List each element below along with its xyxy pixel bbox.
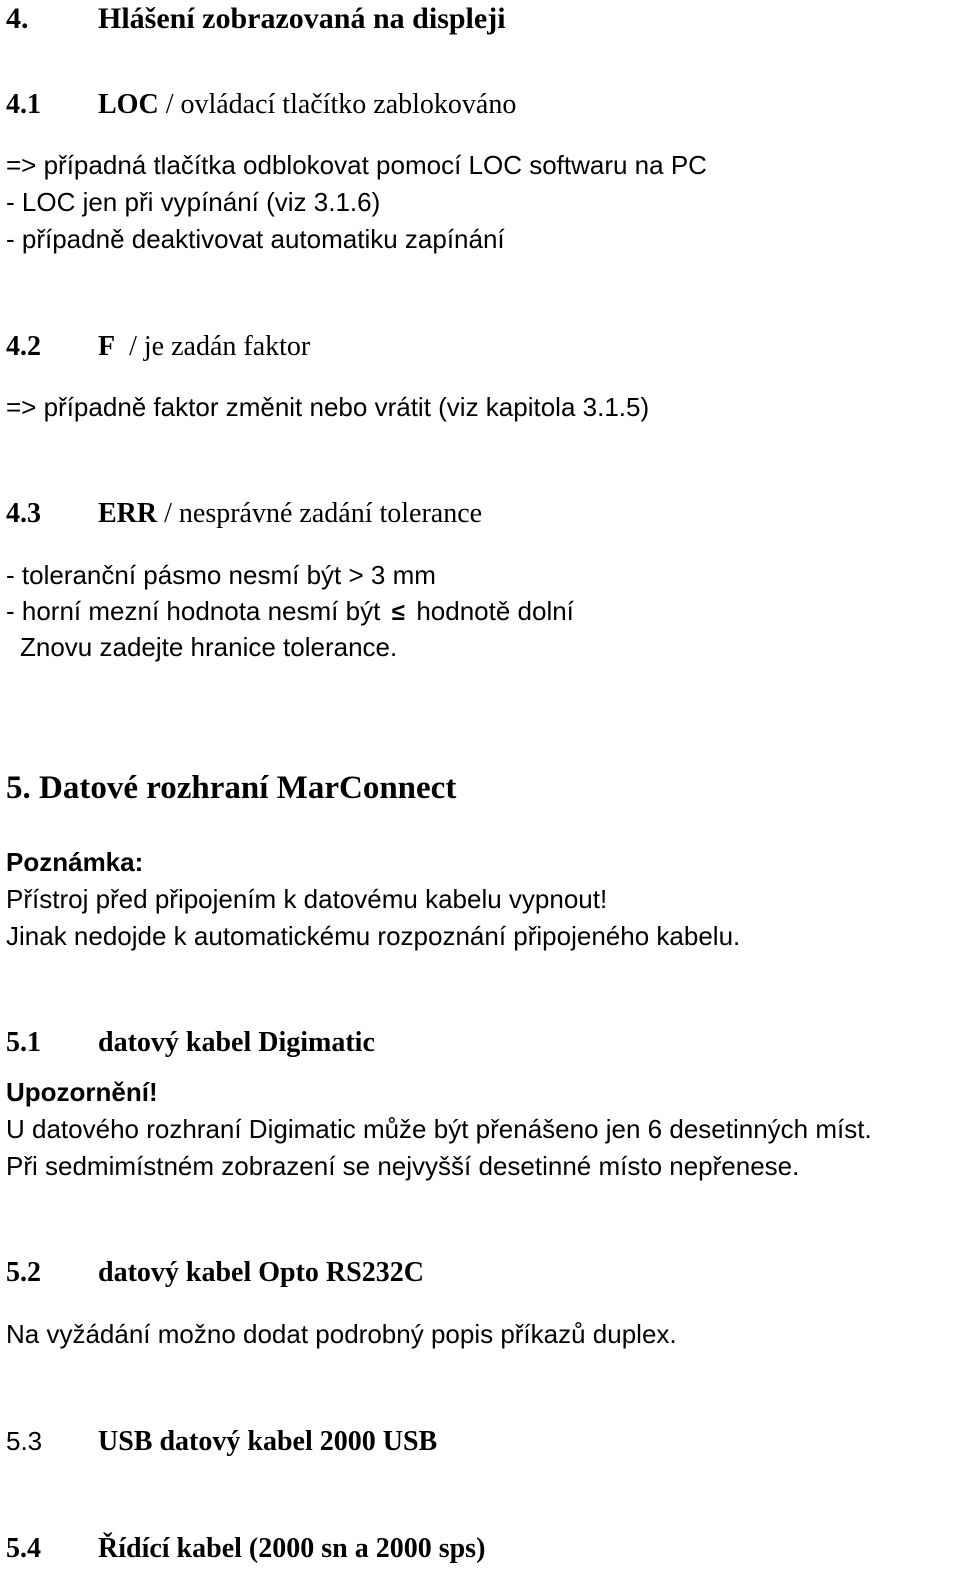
- section-4-1-line-2: - LOC jen při vypínání (viz 3.1.6): [6, 187, 381, 217]
- section-5-3-title: USB datový kabel 2000 USB: [98, 1426, 438, 1457]
- section-4-3-line-2a: - horní mezní hodnota nesmí být: [6, 596, 381, 626]
- section-5-note-line-1: Přístroj před připojením k datovému kabelu vypnout!: [6, 884, 608, 914]
- section-4-3-number: 4.3: [6, 498, 41, 529]
- section-4-heading: [6, 2, 506, 36]
- section-5-heading: 5. Datové rozhraní MarConnect: [6, 770, 457, 806]
- section-5-note-line-2: Jinak nedojde k automatickému rozpoznání připojeného kabelu.: [6, 921, 741, 951]
- section-4-2-subtitle: / je zadán faktor: [115, 331, 311, 362]
- section-5-4-heading: [6, 1532, 485, 1566]
- section-5-2-number: 5.2: [6, 1257, 41, 1288]
- section-4-1-line-3: - případně deaktivovat automatiku zapínání: [6, 224, 505, 254]
- section-4-1-number: 4.1: [6, 89, 41, 120]
- section-5-2-line-1: Na vyžádání možno dodat podrobný popis příkazů duplex.: [6, 1319, 677, 1349]
- section-5-2-title: datový kabel Opto RS232C: [98, 1257, 424, 1288]
- section-5-3-number: 5.3: [6, 1426, 43, 1456]
- section-4-2-heading: [6, 330, 310, 364]
- section-4-3-line-1: - toleranční pásmo nesmí být > 3 mm: [6, 560, 436, 590]
- section-4-3-heading: [6, 497, 482, 531]
- section-4-2-line-1: => případně faktor změnit nebo vrátit (viz kapitola 3.1.5): [6, 392, 650, 422]
- section-4-3-title: ERR: [98, 498, 158, 529]
- section-4-2-number: 4.2: [6, 331, 41, 362]
- section-5-1-warning-label: Upozornění!: [6, 1077, 158, 1107]
- section-4-number: 4.: [6, 2, 29, 35]
- section-4-1-heading: [6, 88, 516, 122]
- section-5-3-heading: [6, 1424, 437, 1459]
- section-4-2-title: F: [98, 331, 116, 362]
- section-5-1-heading: [6, 1026, 375, 1060]
- section-4-3-line-3: Znovu zadejte hranice tolerance.: [20, 632, 398, 662]
- section-5-1-line-2: Při sedmimístném zobrazení se nejvyšší desetinné místo nepřenese.: [6, 1151, 800, 1181]
- section-4-3-subtitle: / nesprávné zadání tolerance: [157, 498, 483, 529]
- section-4-3-line-2: [6, 594, 574, 630]
- section-5-1-line-1: U datového rozhraní Digimatic může být přenášeno jen 6 desetinných míst.: [6, 1114, 872, 1144]
- section-5-4-title: Řídící kabel (2000 sn a 2000 sps): [98, 1533, 486, 1564]
- section-4-1-title: LOC: [98, 89, 159, 120]
- less-or-equal-symbol: ≤: [391, 599, 405, 626]
- section-4-1-subtitle: / ovládací tlačítko zablokováno: [158, 89, 517, 120]
- section-5-4-number: 5.4: [6, 1533, 41, 1564]
- section-5-1-number: 5.1: [6, 1027, 41, 1058]
- section-5-1-title: datový kabel Digimatic: [98, 1027, 375, 1058]
- section-4-3-line-2b: hodnotě dolní: [416, 596, 574, 626]
- section-5-2-heading: [6, 1256, 424, 1290]
- section-4-1-line-1: => případná tlačítka odblokovat pomocí LOC softwaru na PC: [6, 150, 707, 180]
- section-5-note-label: Poznámka:: [6, 847, 144, 877]
- section-4-title: Hlášení zobrazovaná na displeji: [98, 2, 506, 35]
